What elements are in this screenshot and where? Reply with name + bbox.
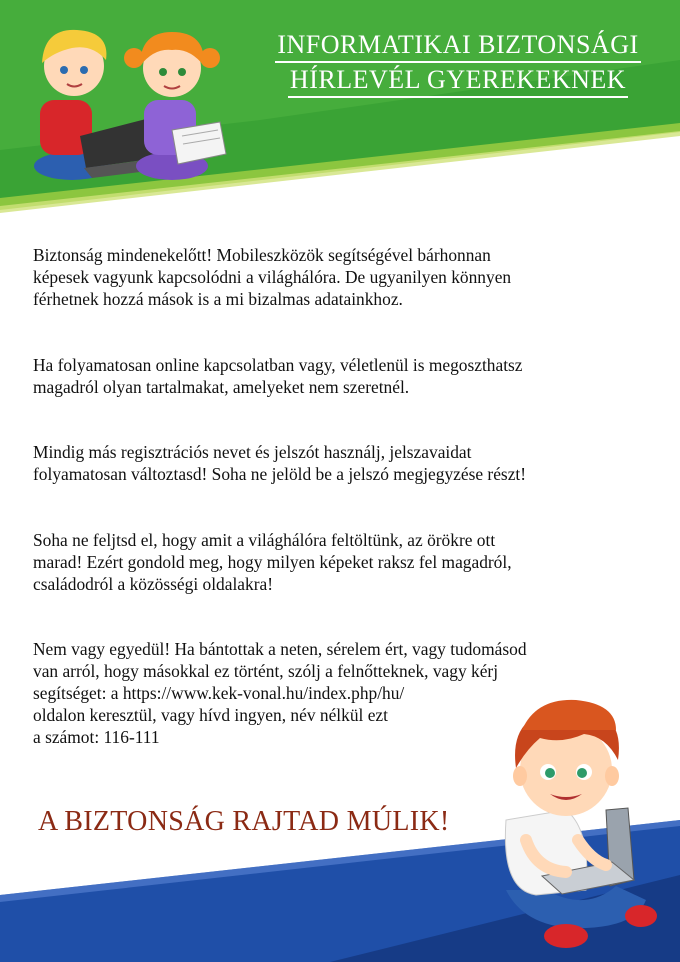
text-line: Biztonság mindenekelőtt! Mobileszközök segítségével bárhonnan (33, 245, 491, 265)
text-line: magadról olyan tartalmakat, amelyeket nem szeretnél. (33, 377, 410, 397)
text-line: Mindig más regisztrációs nevet és jelszót használj, jelszavaidat (33, 442, 472, 462)
text-line: Soha ne feljtsd el, hogy amit a világhálóra feltöltünk, az örökre ott (33, 530, 496, 550)
slogan: A BIZTONSÁG RAJTAD MÚLIK! (38, 806, 450, 837)
help-url[interactable]: segítséget: a https://www.kek-vonal.hu/index.php/hu/ (33, 683, 405, 703)
text-line: folyamatosan változtasd! Soha ne jelöld be a jelszó megjegyzése részt! (33, 464, 527, 484)
title-line-1: INFORMATIKAI BIZTONSÁGI (275, 28, 640, 63)
boy-with-laptop-illustration (466, 690, 666, 952)
kids-with-laptop-illustration (22, 18, 242, 198)
text-line: marad! Ezért gondold meg, hogy milyen képeket raksz fel magadról, (33, 552, 512, 572)
paragraph-passwords (33, 441, 653, 485)
paragraph-security-first (33, 244, 653, 310)
newsletter-title (248, 28, 668, 98)
text-line: családodról a közösségi oldalakra! (33, 574, 273, 594)
text-line: képesek vagyunk kapcsolódni a világhálóra. De ugyanilyen könnyen (33, 267, 512, 287)
text-line: oldalon keresztül, vagy hívd ingyen, név nélkül ezt (33, 705, 388, 725)
text-line: van arról, hogy másokkal ez történt, szólj a felnőtteknek, vagy kérj (33, 661, 499, 681)
text-line: Nem vagy egyedül! Ha bántottak a neten, sérelem ért, vagy tudomásod (33, 639, 527, 659)
helpline-number: a számot: 116-111 (33, 727, 160, 747)
paragraph-uploads-forever (33, 529, 653, 595)
text-line: férhetnek hozzá mások is a mi bizalmas adatainkhoz. (33, 289, 403, 309)
title-line-2: HÍRLEVÉL GYEREKEKNEK (288, 63, 628, 98)
paragraph-online-sharing (33, 354, 653, 398)
text-line: Ha folyamatosan online kapcsolatban vagy, véletlenül is megoszthatsz (33, 355, 523, 375)
